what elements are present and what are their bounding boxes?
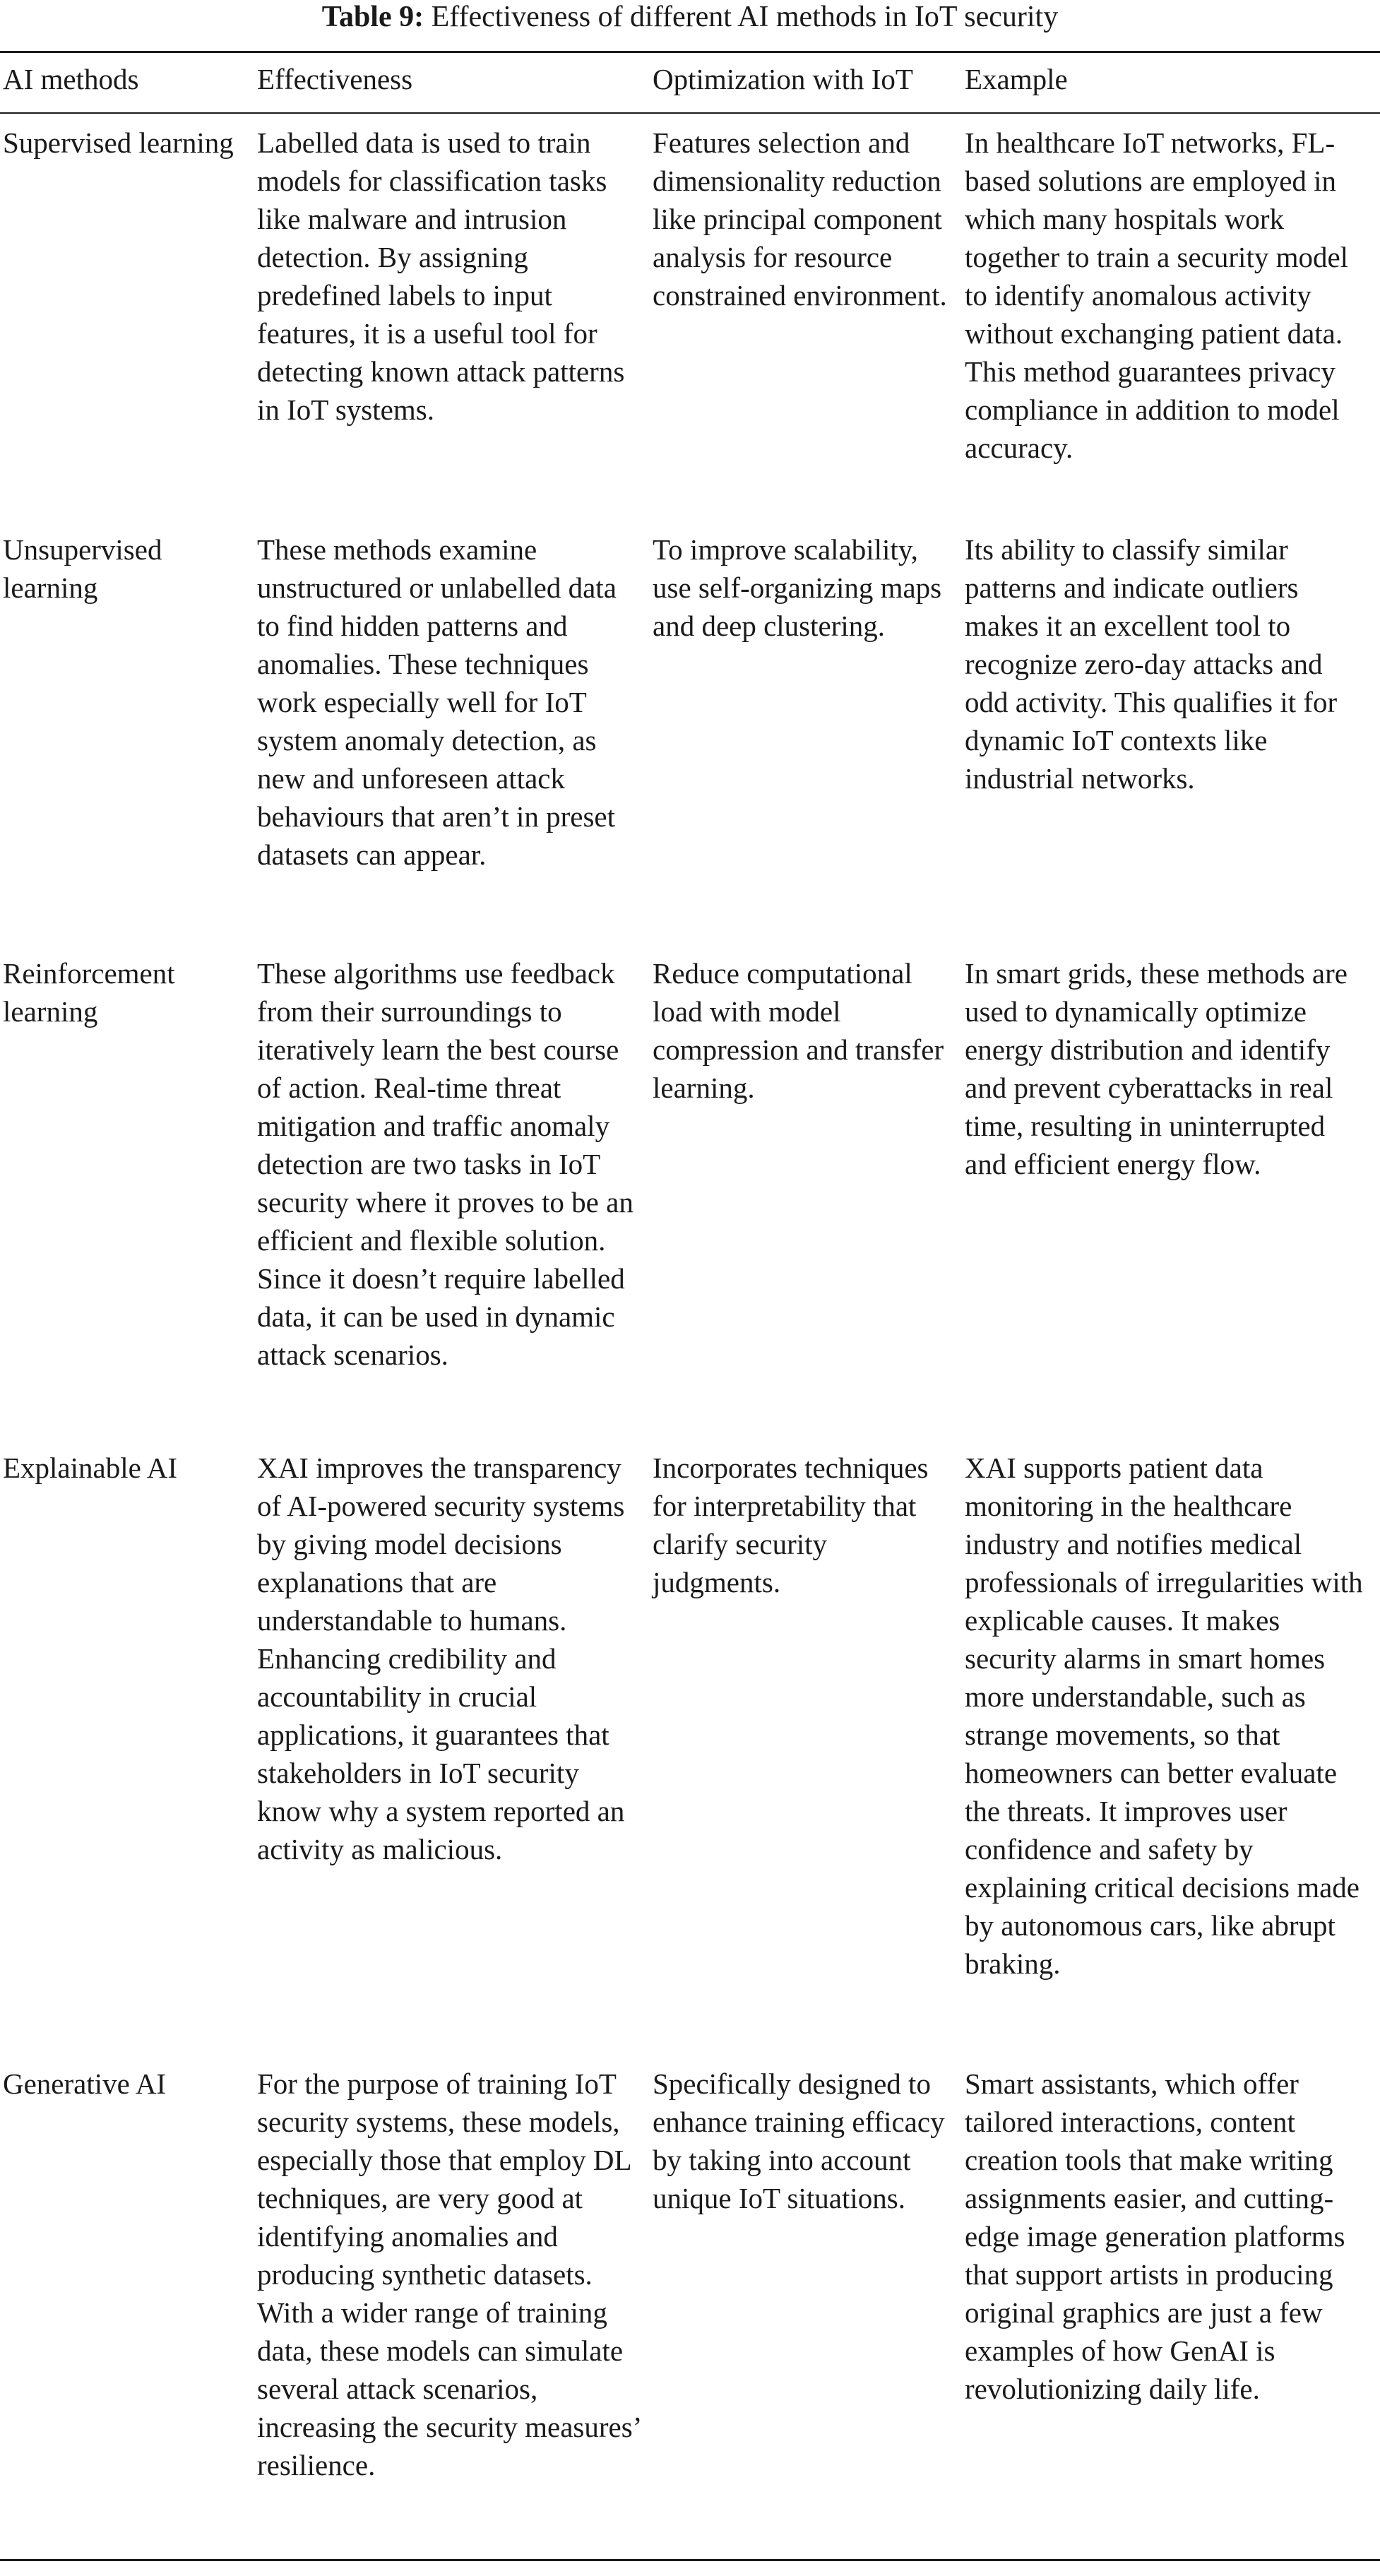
table-row <box>0 2055 1380 2560</box>
cell-method: Explainable AI <box>3 1452 178 1484</box>
cell-method: Supervised learning <box>3 126 234 159</box>
cell-example: Smart assistants, which offer tailored interactions, content creation tools that make writing assignments easier, and cutting-edge image generation platforms that support artists in producing original graphics are just a few examples of how GenAI is revolutionizing daily life. <box>965 2067 1345 2405</box>
header-optimization: Optimization with IoT <box>653 63 913 95</box>
table-caption <box>0 0 1380 40</box>
table-row <box>0 944 1380 1439</box>
table-caption-title: Effectiveness of different AI methods in IoT security <box>431 1 1059 33</box>
cell-optimization: Reduce computational load with model compression and transfer learning. <box>653 957 944 1104</box>
table-row <box>0 1439 1380 2055</box>
cell-example: In healthcare IoT networks, FL-based solutions are employed in which many hospitals work together to train a security model to identify anomalous activity without exchanging patient data. This method guarantees privacy compliance in addition to model accuracy. <box>965 126 1349 464</box>
header-ai-methods: AI methods <box>3 63 139 95</box>
cell-effectiveness: These algorithms use feedback from their surroundings to iteratively learn the best course of action. Real-time threat mitigation and traffic anomaly detection are two tasks in IoT security where it proves to be an efficient and flexible solution. Since it doesn’t require labelled data, it can be used in dynamic attack scenarios. <box>257 957 634 1371</box>
table-caption-label: Table 9: <box>321 1 424 33</box>
cell-effectiveness: These methods examine unstructured or unlabelled data to find hidden patterns and anomalies. These techniques work especially well for IoT system anomaly detection, as new and unforeseen attack behaviours that aren’t in preset datasets can appear. <box>257 533 617 871</box>
cell-optimization: Incorporates techniques for interpretability that clarify security judgments. <box>653 1452 929 1598</box>
cell-effectiveness: Labelled data is used to train models for classification tasks like malware and intrusion detection. By assigning predefined labels to input features, it is a useful tool for detecting known attack patterns in IoT systems. <box>257 126 625 426</box>
cell-method: Reinforcement learning <box>3 957 175 1028</box>
cell-effectiveness: For the purpose of training IoT security systems, these models, especially those that employ DL techniques, are very good at identifying anomalies and producing synthetic datasets. With a wider range of training data, these models can simulate several attack scenarios, increasing the security measures’ resilience. <box>257 2067 641 2481</box>
cell-optimization: To improve scalability, use self-organizing maps and deep clustering. <box>653 533 942 642</box>
cell-method: Generative AI <box>3 2067 167 2100</box>
cell-example: XAI supports patient data monitoring in the healthcare industry and notifies medical professionals of irregularities with explicable causes. It makes security alarms in smart homes more understandable, such as strange movements, so that homeowners can better evaluate the threats. It improves user confidence and safety by explaining critical decisions made by autonomous cars, like abrupt braking. <box>965 1452 1363 1980</box>
header-example: Example <box>965 63 1068 95</box>
ai-methods-table <box>0 51 1380 2561</box>
header-effectiveness: Effectiveness <box>257 63 413 95</box>
cell-effectiveness: XAI improves the transparency of AI-powered security systems by giving model decisions explanations that are understandable to humans. Enhancing credibility and accountability in crucial applications, it guarantees that stakeholders in IoT security know why a system reported an activity as malicious. <box>257 1452 625 1865</box>
cell-example: In smart grids, these methods are used to dynamically optimize energy distribution and identify and prevent cyberattacks in real time, resulting in uninterrupted and efficient energy flow. <box>965 957 1348 1180</box>
cell-example: Its ability to classify similar patterns and indicate outliers makes it an excellent tool to recognize zero-day attacks and odd activity. This qualifies it for dynamic IoT contexts like industrial networks. <box>965 533 1338 795</box>
cell-optimization: Features selection and dimensionality reduction like principal component analysis for resource constrained environment. <box>653 126 947 311</box>
table-row <box>0 521 1380 944</box>
cell-method: Unsupervised learning <box>3 533 162 604</box>
table-row <box>0 113 1380 521</box>
cell-optimization: Specifically designed to enhance training efficacy by taking into account unique IoT situations. <box>653 2067 945 2214</box>
table-header-row <box>0 52 1380 114</box>
